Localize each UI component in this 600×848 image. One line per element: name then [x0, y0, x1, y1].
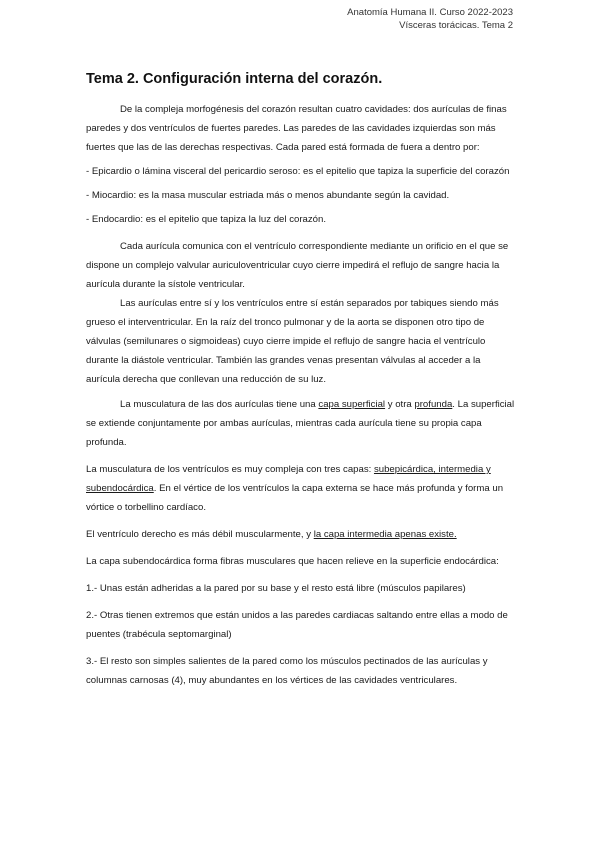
text-fragment: . La superficial se extiende conjuntamente por ambas aurículas, mientras cada aurícula tiene su propia capa profunda. — [86, 399, 515, 448]
text-fragment: La musculatura de los ventrículos es muy compleja con tres capas: — [86, 464, 374, 475]
paragraph-subendocardica: La capa subendocárdica forma fibras musculares que hacen relieve en la superficie endocárdica: — [86, 556, 499, 567]
paragraph-intro: De la compleja morfogénesis del corazón resultan cuatro cavidades: dos aurículas de finas paredes y dos ventrículos de fuertes paredes. Las paredes de las cavidades izquierdas son más fuertes que las de las derechas respectivas. Cada pared está formada de fuera a dentro por: — [86, 104, 507, 153]
header-topic: Vísceras torácicas. Tema 2 — [399, 20, 513, 31]
paragraph-musculatura-auriculas — [86, 395, 516, 452]
paragraph-musculatura-ventriculos — [86, 460, 516, 517]
paragraph-ventriculo-derecho — [86, 525, 516, 544]
underlined-term-profunda: profunda — [414, 399, 453, 410]
paragraph-auricula-valvulas: Cada aurícula comunica con el ventrículo correspondiente mediante un orificio en el que se dispone un complejo valvular auriculoventricular cuyo cierre impedirá el reflujo de sangre hacia la aurícula durante la sístole ventricular. — [86, 241, 509, 290]
underlined-term-superficial: capa superficial — [318, 399, 386, 410]
underlined-term-capa-intermedia: la capa intermedia apenas existe. — [313, 529, 457, 540]
text-fragment: El ventrículo derecho es más débil muscularmente, y — [86, 529, 314, 540]
document-body — [86, 100, 516, 690]
list-item-1: 1.- Unas están adheridas a la pared por su base y el resto está libre (músculos papilares) — [86, 583, 466, 594]
header-course: Anatomía Humana II. Curso 2022-2023 — [347, 7, 513, 18]
page-header — [347, 6, 513, 32]
text-fragment: y otra — [385, 399, 415, 410]
paragraph-endocardio: - Endocardio: es el epitelio que tapiza la luz del corazón. — [86, 214, 326, 225]
page-title: Tema 2. Configuración interna del corazón. — [86, 71, 383, 87]
underlined-term-capas: subepicárdica, intermedia y subendocárdica — [86, 464, 491, 494]
list-item-3: 3.- El resto son simples salientes de la pared como los músculos pectinados de las aurículas y columnas carnosas (4), muy abundantes en los vértices de las cavidades ventriculares. — [86, 656, 488, 686]
text-fragment: La musculatura de las dos aurículas tiene una — [120, 399, 319, 410]
paragraph-tabiques: Las aurículas entre sí y los ventrículos entre sí están separados por tabiques siendo más grueso el interventricular. En la raíz del tronco pulmonar y de la aorta se disponen otro tipo de válvulas (semilunares o sigmoideas) cuyo cierre impide el reflujo de sangre hacia el ventrículo durante la diástole ventricular. También las grandes venas presentan válvulas al acceder a la aurícula derecha que conllevan una reducción de su luz. — [86, 298, 499, 385]
paragraph-miocardio: - Miocardio: es la masa muscular estriada más o menos abundante según la cavidad. — [86, 190, 450, 201]
paragraph-epicardio: - Epicardio o lámina visceral del pericardio seroso: es el epitelio que tapiza la superficie del corazón — [86, 166, 510, 177]
list-item-2: 2.- Otras tienen extremos que están unidos a las paredes cardiacas saltando entre ellas a modo de puentes (trabécula septomarginal) — [86, 610, 508, 640]
text-fragment: . En el vértice de los ventrículos la capa externa se hace más profunda y forma un vórtice o torbellino cardíaco. — [86, 483, 504, 513]
